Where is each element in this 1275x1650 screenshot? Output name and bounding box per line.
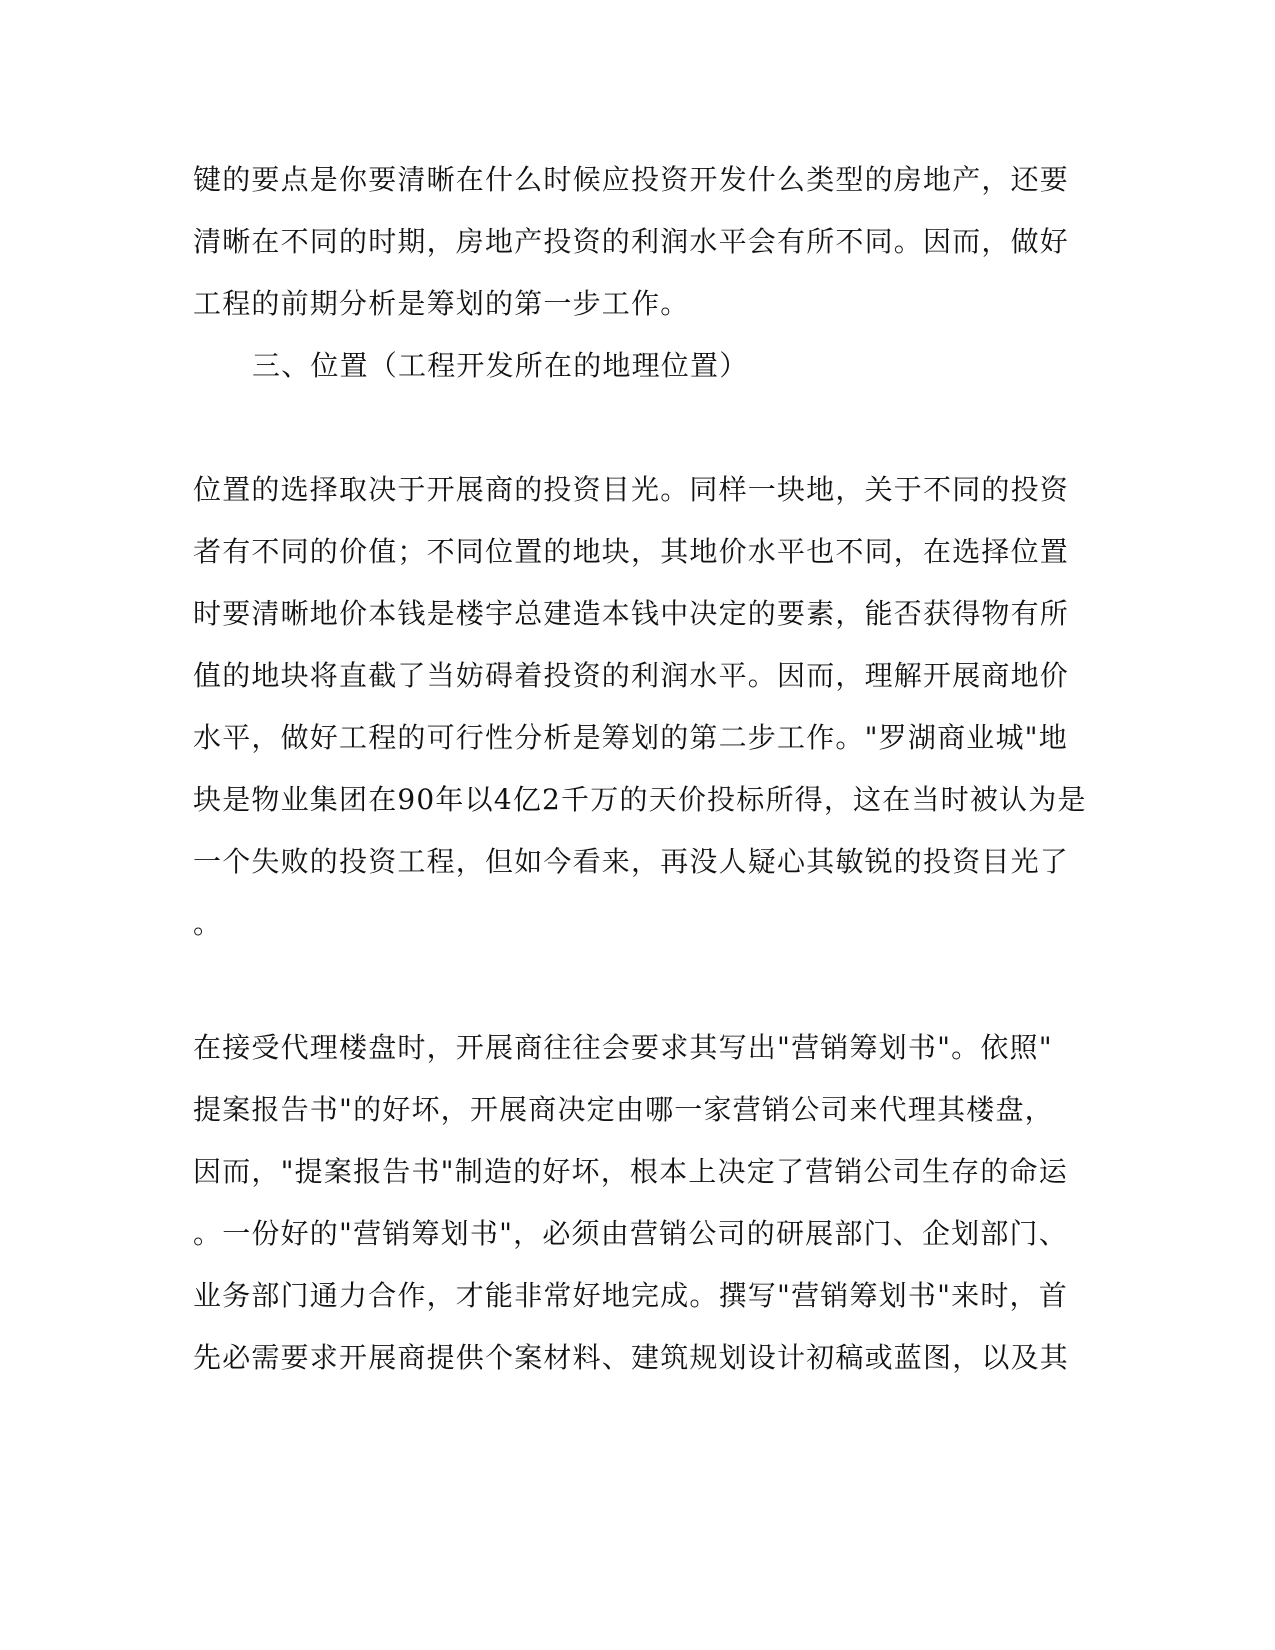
paragraph-3-line-3: 因而，"提案报告书"制造的好坏，根本上决定了营销公司生存的命运	[193, 1155, 1068, 1188]
paragraph-2-line-2: 者有不同的价值；不同位置的地块，其地价水平也不同，在选择位置	[193, 535, 1070, 568]
paragraph-2-line-6: 块是物业集团在90年以4亿2千万的天价投标所得，这在当时被认为是	[193, 783, 1087, 816]
paragraph-2-line-4: 值的地块将直截了当妨碍着投资的利润水平。因而，理解开展商地价	[193, 659, 1070, 692]
paragraph-2-line-8: 。	[193, 907, 223, 940]
paragraph-3-line-2: 提案报告书"的好坏，开展商决定由哪一家营销公司来代理其楼盘，	[193, 1093, 1054, 1126]
paragraph-2-line-1: 位置的选择取决于开展商的投资目光。同样一块地，关于不同的投资	[193, 473, 1070, 506]
paragraph-1-line-3: 工程的前期分析是筹划的第一步工作。	[193, 287, 690, 320]
paragraph-2-line-3: 时要清晰地价本钱是楼宇总建造本钱中决定的要素，能否获得物有所	[193, 597, 1070, 630]
paragraph-3-line-1: 在接受代理楼盘时，开展商往往会要求其写出"营销筹划书"。依照"	[193, 1031, 1053, 1064]
section-heading-location: 三、位置（工程开发所在的地理位置）	[252, 349, 749, 382]
paragraph-2-line-5: 水平，做好工程的可行性分析是筹划的第二步工作。"罗湖商业城"地	[193, 721, 1068, 754]
paragraph-1-line-2: 清晰在不同的时期，房地产投资的利润水平会有所不同。因而，做好	[193, 225, 1070, 258]
paragraph-3-line-5: 业务部门通力合作，才能非常好地完成。撰写"营销筹划书"来时，首	[193, 1279, 1068, 1312]
paragraph-2-line-7: 一个失败的投资工程，但如今看来，再没人疑心其敏锐的投资目光了	[193, 845, 1070, 878]
paragraph-3-line-6: 先必需要求开展商提供个案材料、建筑规划设计初稿或蓝图，以及其	[193, 1341, 1070, 1374]
paragraph-1-line-1: 键的要点是你要清晰在什么时候应投资开发什么类型的房地产，还要	[193, 163, 1070, 196]
paragraph-3-line-4: 。一份好的"营销筹划书"，必须由营销公司的研展部门、企划部门、	[193, 1217, 1068, 1250]
